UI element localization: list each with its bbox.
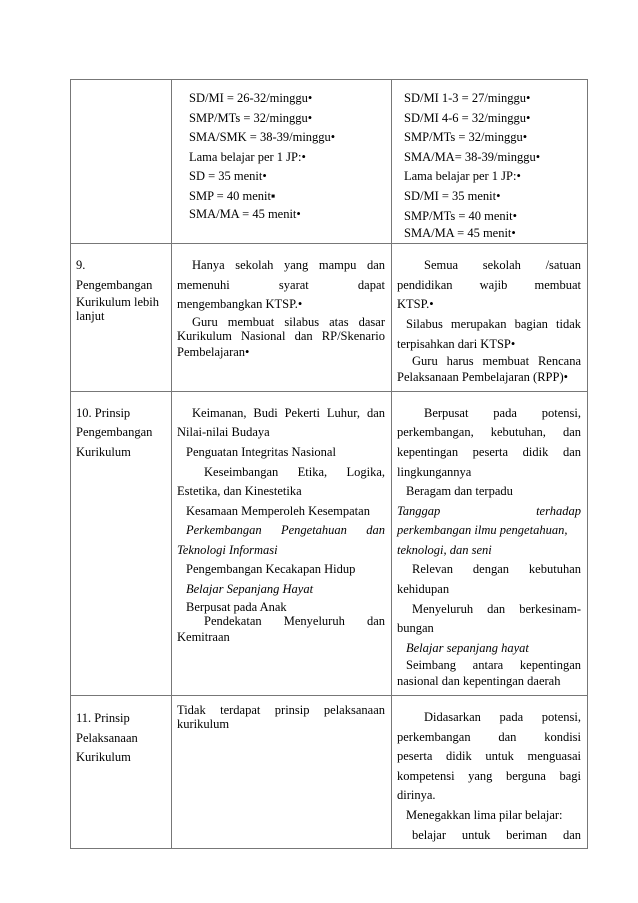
text-line: memenuhi syarat dapat [177,277,385,292]
text-line: terpisahkan dari KTSP• [397,336,516,351]
text-line: SD/MI 1-3 = 27/minggu• [404,91,531,105]
text-line: SMA/MA = 45 menit• [189,206,301,221]
text-line: SMA/SMK = 38-39/minggu• [189,130,336,145]
text-line: Seimbang antara kepentingan [406,658,581,673]
comparison-table [70,79,588,849]
cell-ktsp [172,391,392,695]
text-line: SMP/MTs = 40 menit• [404,208,518,223]
table-row [71,80,588,244]
cell-ktsp [172,244,392,392]
text-line: Relevan dengan kebutuhan [412,562,581,577]
text-line: Pengembangan Kecakapan Hidup [186,562,356,577]
text-line: perkembangan ilmu pengetahuan, [397,523,568,538]
text-line: Tanggap terhadap [397,503,581,518]
text-line: lingkungannya [397,464,472,479]
cell-k2013 [392,80,588,244]
text-line: pendidikan wajib membuat [397,277,581,292]
text-line: Belajar Sepanjang Hayat [186,582,314,597]
text-line: Keseimbangan Etika, Logika, [204,464,385,479]
text-line: Perkembangan Pengetahuan dan [186,523,385,538]
text-line: Pendekatan Menyeluruh dan [204,613,385,628]
text-line: Kurikulum Nasional dan RP/Skenario [177,328,385,343]
text-line: Silabus merupakan bagian tidak [406,316,581,331]
row-title-line: Pengembangan [76,425,153,440]
text-line: SMP/MTs = 32/minggu• [404,130,528,145]
cell-ktsp [172,696,392,849]
text-line: Kesamaan Memperoleh Kesempatan [186,503,370,518]
text-line: bungan [397,621,434,636]
row-title-line: Pelaksanaan [76,730,138,745]
text-line: kurikulum [177,717,230,732]
text-line: kehidupan [397,582,450,597]
text-line: Hanya sekolah yang mampu dan [192,258,385,273]
text-line: Lama belajar per 1 JP:• [404,169,521,184]
row-number: 9. [76,258,86,273]
row-title-line: 10. Prinsip [76,405,131,420]
text-line: Lama belajar per 1 JP:• [189,149,306,164]
text-line: SD/MI = 26-32/minggu• [189,91,313,105]
text-line: KTSP.• [397,297,434,312]
text-line: peserta didik untuk menguasai [397,749,581,764]
text-line: SD/MI = 35 menit• [404,188,501,203]
text-line: SD = 35 menit• [189,169,267,184]
text-line: belajar untuk beriman dan [412,827,581,842]
text-line: Berpusat pada Anak [186,599,287,614]
text-line: Menegakkan lima pilar belajar: [406,808,563,822]
text-line: SMA/MA= 38-39/minggu• [404,149,541,164]
text-line: Keimanan, Budi Pekerti Luhur, dan [192,405,385,420]
text-line: mengembangkan KTSP.• [177,297,303,312]
text-line: kompetensi yang berguna bagi [397,768,581,783]
text-line: Kemitraan [177,629,230,644]
text-line: Didasarkan pada potensi, [424,710,581,725]
text-line: SMP/MTs = 32/minggu• [189,110,313,125]
cell-k2013 [392,244,588,392]
row-title-line: Kurikulum [76,444,131,459]
text-line: Tidak terdapat prinsip pelaksanaan [177,703,385,718]
text-line: Berpusat pada potensi, [424,405,581,420]
cell-k2013 [392,696,588,849]
row-title-line: Pengembangan [76,277,153,292]
text-line: SMP = 40 menit▪ [189,188,276,203]
text-line: perkembangan dan kondisi [397,729,581,744]
text-line: perkembangan, kebutuhan, dan [397,425,581,440]
row-title-line: Kurikulum [76,750,131,765]
row-title-line: Kurikulum lebih [76,295,159,310]
table-row [71,244,588,392]
text-line: Teknologi Informasi [177,542,278,557]
text-line: Pelaksanaan Pembelajaran (RPP)• [397,370,568,385]
text-line: Guru harus membuat Rencana [412,354,581,369]
text-line: dirinya. [397,788,436,803]
table-row [71,696,588,849]
cell-k2013 [392,391,588,695]
text-line: Guru membuat silabus atas dasar [192,314,385,329]
row-title-cell [71,696,172,849]
row-title-cell [71,391,172,695]
text-line: SMA/MA = 45 menit• [404,226,516,241]
cell-empty [71,80,172,244]
text-line: kepentingan peserta didik dan [397,444,581,459]
text-line: nasional dan kepentingan daerah [397,674,561,689]
cell-ktsp [172,80,392,244]
row-title-cell [71,244,172,392]
text-line: Menyeluruh dan berkesinam- [412,601,581,616]
text-line: SD/MI 4-6 = 32/minggu• [404,110,531,125]
text-line: Nilai-nilai Budaya [177,425,270,440]
row-title-line: 11. Prinsip [76,711,130,726]
text-line: Beragam dan terpadu [406,484,513,499]
row-title-line: lanjut [76,309,105,324]
table-row [71,391,588,695]
text-line: Pembelajaran• [177,344,250,359]
text-line: Estetika, dan Kinestetika [177,484,302,499]
text-line: Penguatan Integritas Nasional [186,444,336,459]
text-line: Semua sekolah /satuan [424,258,581,273]
text-line: Belajar sepanjang hayat [406,640,529,655]
text-line: teknologi, dan seni [397,542,492,557]
